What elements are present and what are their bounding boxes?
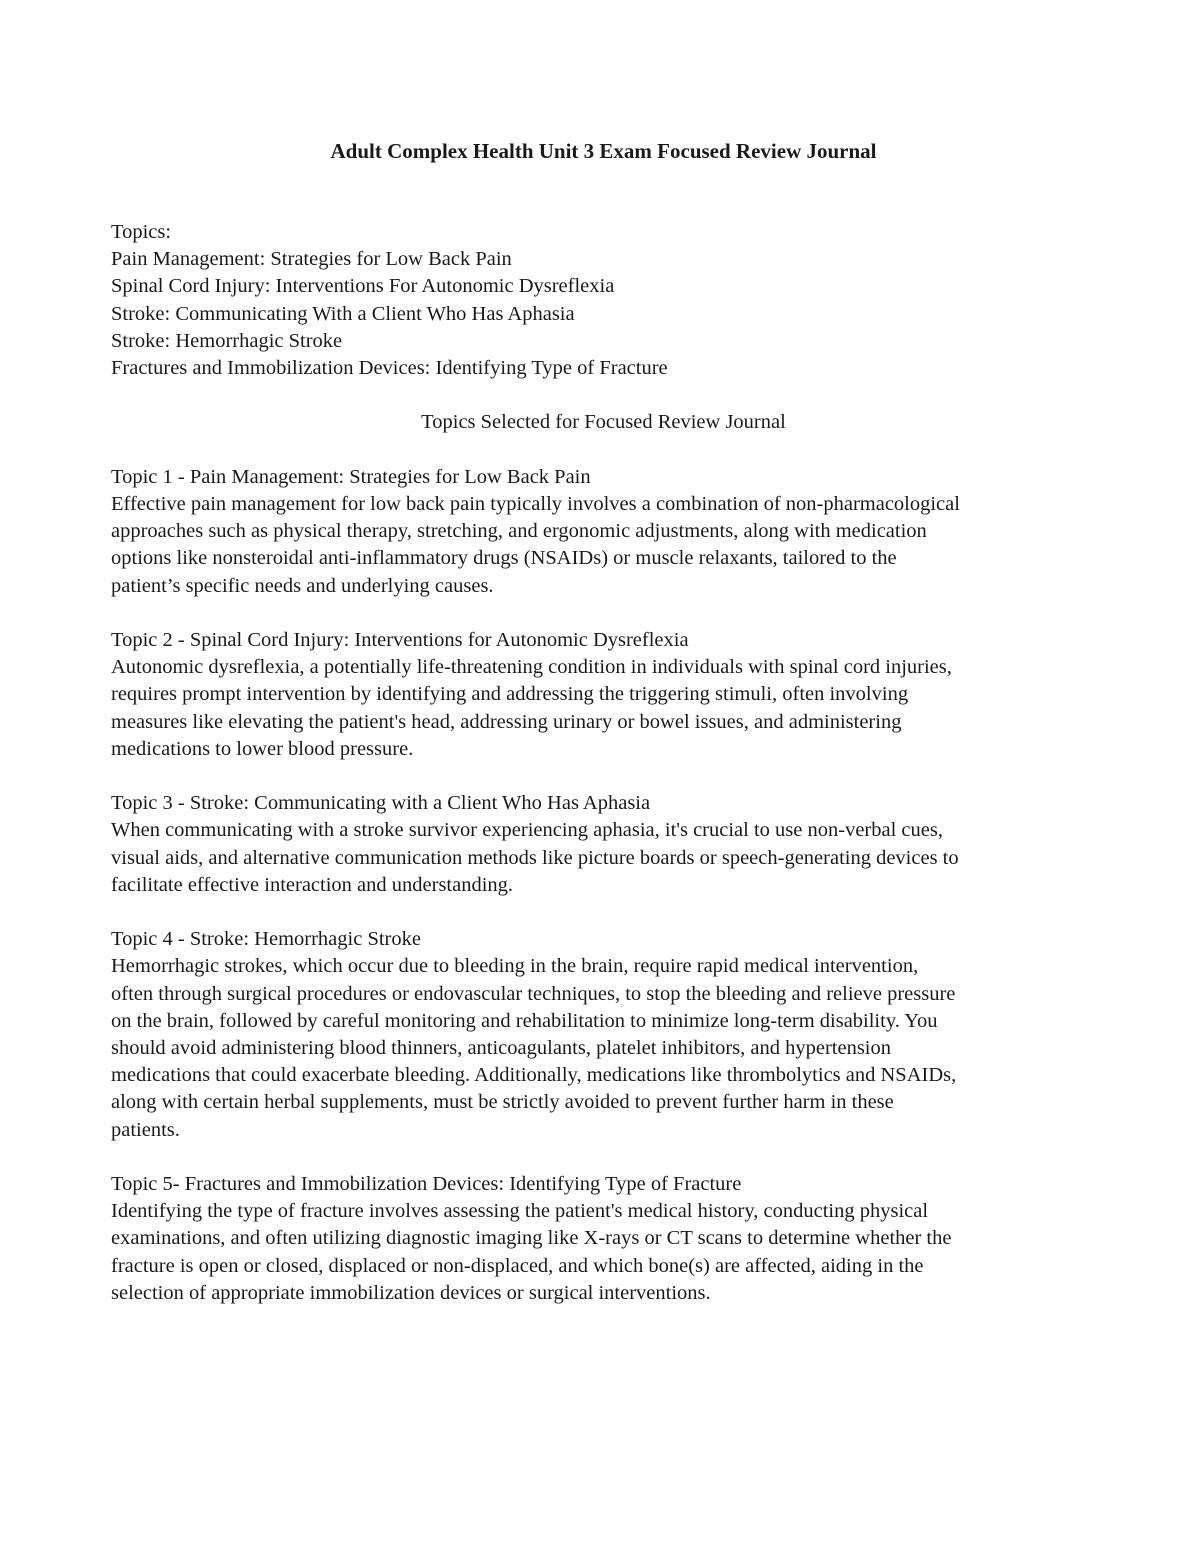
spacer [111, 899, 1096, 926]
paragraph-line: requires prompt intervention by identifying and addressing the triggering stimuli, often involving [111, 683, 909, 706]
topic-list-item: Fractures and Immobilization Devices: Identifying Type of Fracture [111, 357, 668, 380]
topic-list-item: Stroke: Communicating With a Client Who Has Aphasia [111, 302, 575, 325]
paragraph-line: examinations, and often utilizing diagnostic imaging like X-rays or CT scans to determine whether the [111, 1227, 952, 1250]
paragraph-line: often through surgical procedures or endovascular techniques, to stop the bleeding and relieve pressure [111, 982, 956, 1005]
topic-list-item: Spinal Cord Injury: Interventions For Autonomic Dysreflexia [111, 275, 615, 298]
paragraph-line: medications that could exacerbate bleeding. Additionally, medications like thrombolytics and NSAIDs, [111, 1064, 957, 1087]
spacer [111, 382, 1096, 409]
paragraph-line: medications to lower blood pressure. [111, 737, 414, 760]
paragraph-line: Hemorrhagic strokes, which occur due to bleeding in the brain, require rapid medical intervention, [111, 955, 919, 978]
paragraph-line: should avoid administering blood thinners, anticoagulants, platelet inhibitors, and hypertension [111, 1037, 892, 1060]
paragraph-line: Autonomic dysreflexia, a potentially life-threatening condition in individuals with spinal cord injuries, [111, 656, 952, 679]
paragraph-line: along with certain herbal supplements, must be strictly avoided to prevent further harm in these [111, 1091, 894, 1114]
spacer [111, 600, 1096, 627]
paragraph-line: measures like elevating the patient's head, addressing urinary or bowel issues, and administering [111, 710, 902, 733]
paragraph-line: patient’s specific needs and underlying causes. [111, 574, 494, 597]
section-heading: Topic 1 - Pain Management: Strategies for Low Back Pain [111, 465, 591, 488]
paragraph-line: Identifying the type of fracture involves assessing the patient's medical history, conducting physical [111, 1200, 929, 1223]
topic-list-item: Stroke: Hemorrhagic Stroke [111, 329, 343, 352]
selected-topics-heading: Topics Selected for Focused Review Journal [421, 411, 786, 434]
spacer [111, 763, 1096, 790]
paragraph-line: When communicating with a stroke survivor experiencing aphasia, it's crucial to use non-verbal cues, [111, 819, 943, 842]
paragraph-line: fracture is open or closed, displaced or non-displaced, and which bone(s) are affected, aiding in the [111, 1254, 924, 1277]
spacer [111, 437, 1096, 464]
paragraph-line: patients. [111, 1118, 180, 1141]
spacer [111, 165, 1096, 219]
section-heading: Topic 5- Fractures and Immobilization Devices: Identifying Type of Fracture [111, 1173, 742, 1196]
paragraph-line: on the brain, followed by careful monitoring and rehabilitation to minimize long-term disability. You [111, 1009, 938, 1032]
spacer [111, 1144, 1096, 1171]
section-heading: Topic 2 - Spinal Cord Injury: Interventions for Autonomic Dysreflexia [111, 629, 689, 651]
paragraph-line: facilitate effective interaction and understanding. [111, 873, 514, 896]
paragraph-line: selection of appropriate immobilization devices or surgical interventions. [111, 1281, 711, 1304]
paragraph-line: visual aids, and alternative communication methods like picture boards or speech-generating devices to [111, 846, 959, 869]
topic-list-item: Pain Management: Strategies for Low Back Pain [111, 248, 512, 271]
topics-label: Topics: [111, 221, 172, 243]
document-title: Adult Complex Health Unit 3 Exam Focused Review Journal [330, 139, 877, 163]
paragraph-line: options like nonsteroidal anti-inflammatory drugs (NSAIDs) or muscle relaxants, tailored to the [111, 547, 897, 570]
document-body [111, 138, 1096, 1307]
section-heading: Topic 4 - Stroke: Hemorrhagic Stroke [111, 928, 421, 951]
paragraph-line: Effective pain management for low back pain typically involves a combination of non-pharmacological [111, 493, 960, 515]
paragraph-line: approaches such as physical therapy, stretching, and ergonomic adjustments, along with medication [111, 520, 927, 543]
section-heading: Topic 3 - Stroke: Communicating with a Client Who Has Aphasia [111, 792, 651, 815]
